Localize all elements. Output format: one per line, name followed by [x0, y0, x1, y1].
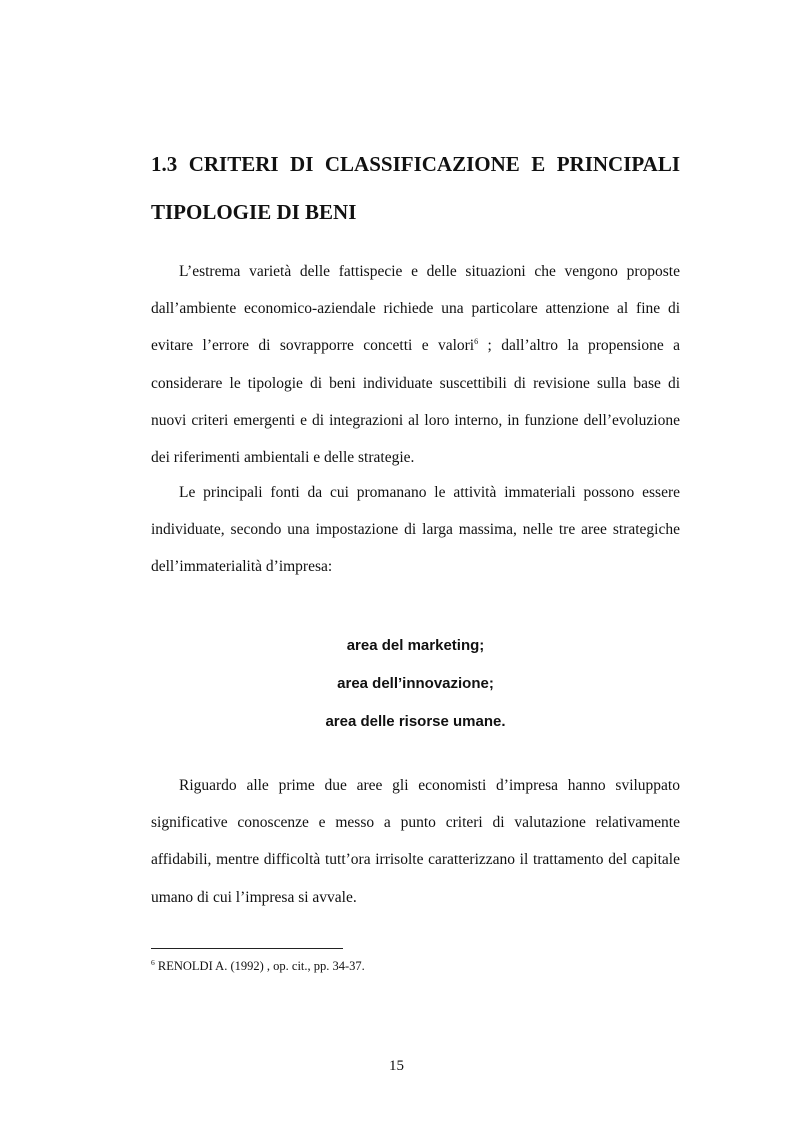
paragraph-evaluation: Riguardo alle prime due aree gli economisti d’impresa hanno sviluppato significative conoscenze e messo a punto criteri di valutazione relativamente affidabili, mentre difficoltà tutt’ora irrisolte caratterizzano il trattamento del capitale umano di cui l’impresa si avvale.: [151, 777, 680, 906]
footnote-text: RENOLDI A. (1992) , op. cit., pp. 34-37.: [154, 959, 365, 973]
section-title-line-1: 1.3 CRITERI DI CLASSIFICAZIONE E PRINCIPALI: [151, 152, 680, 176]
footnote-divider: [151, 948, 343, 949]
footnote-reference: 6: [474, 337, 479, 347]
paragraph-sources: Le principali fonti da cui promanano le attività immateriali possono essere individuate, secondo una impostazione di larga massima, nelle tre aree strategiche dell’immaterialità d’impresa:: [151, 484, 680, 576]
paragraph-intro-continuation: ; dall’altro la propensione a considerare le tipologie di beni individuate suscettibili di revisione sulla base di nuovi criteri emergenti e di integrazioni al loro interno, in funzione dell’evoluzione dei riferimenti ambientali e delle strategie.: [151, 337, 680, 467]
section-title-line-2: TIPOLOGIE DI BENI: [151, 200, 357, 224]
area-item-innovation: area dell’innovazione;: [337, 675, 494, 692]
footnote: [151, 958, 365, 974]
paragraph-intro-text: L’estrema varietà delle fattispecie e delle situazioni che vengono proposte dall’ambiente economico-aziendale richiede una particolare attenzione al fine di evitare l’errore di sovrapporre concetti e valori: [151, 263, 680, 355]
strategic-areas-list: [151, 627, 680, 741]
area-item-marketing: area del marketing;: [346, 637, 485, 654]
paragraph-intro: [151, 253, 680, 476]
page-number: 15: [389, 1058, 404, 1074]
area-item-human-resources: area delle risorse umane.: [325, 713, 506, 730]
footnote-number: 6: [151, 958, 155, 967]
